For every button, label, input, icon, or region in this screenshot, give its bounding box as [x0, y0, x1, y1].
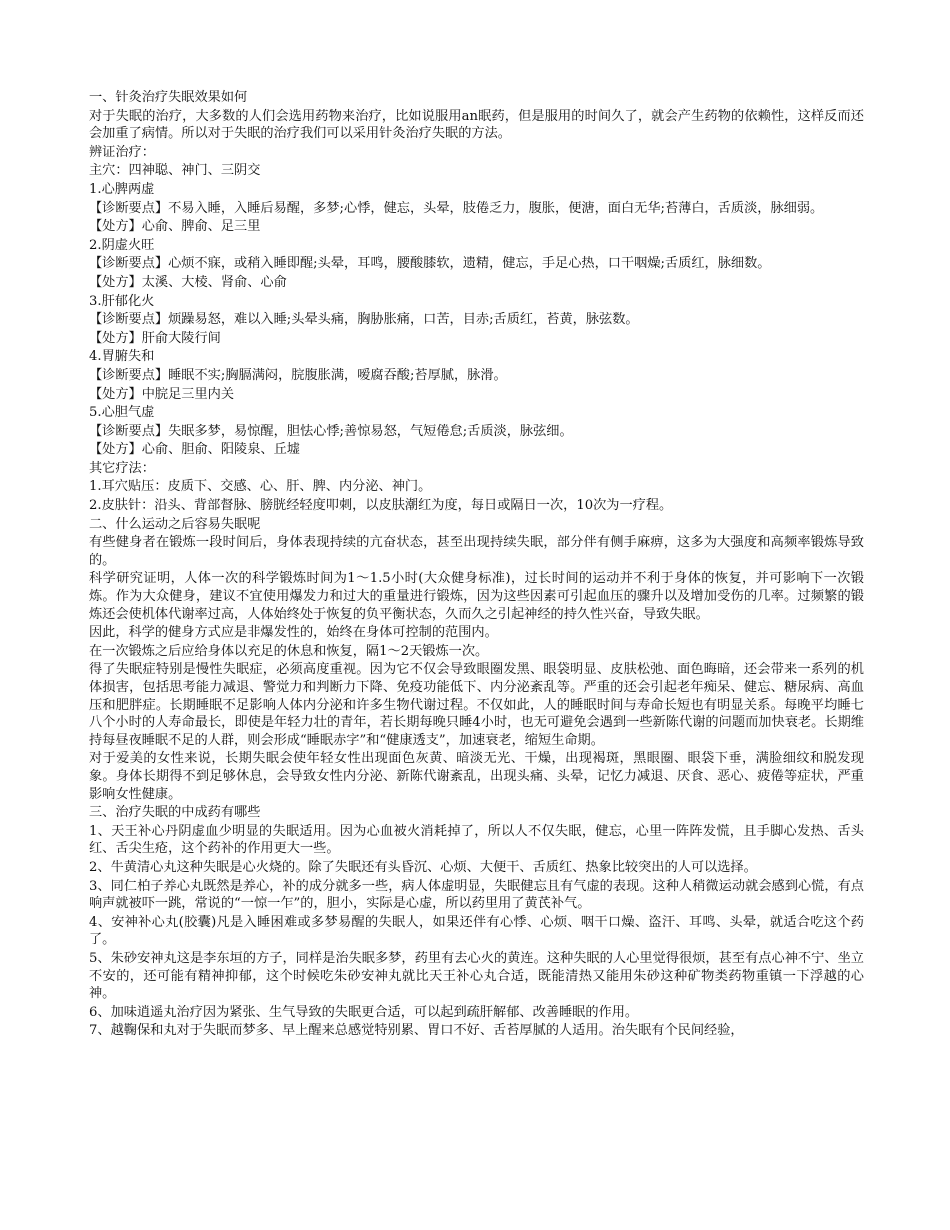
paragraph: 6、加味逍遥丸治疗因为紧张、生气导致的失眠更合适，可以起到疏肝解郁、改善睡眠的作用。 [89, 1004, 639, 1020]
paragraph: 3、同仁柏子养心丸既然是养心，补的成分就多一些，病人体虚明显，失眠健忘且有气虚的表现。这种人稍微运动就会感到心慌，有点响声就被吓一跳，常说的“一惊一乍”的，胆小，实际是心虚，所以药里用了黄芪补气。 [89, 878, 864, 912]
paragraph: 【处方】心俞、脾俞、足三里 [89, 219, 261, 235]
paragraph: 有些健身者在锻炼一段时间后，身体表现持续的亢奋状态，甚至出现持续失眠，部分伴有侧手麻痹，这多为大强度和高频率锻炼导致的。 [89, 535, 864, 568]
paragraph: 【诊断要点】心烦不寐，或稍入睡即醒;头晕，耳鸣，腰酸膝软，遗精，健忘，手足心热，口干咽燥;舌质红，脉细数。 [89, 256, 771, 272]
paragraph: 【处方】肝俞大陵行间 [89, 330, 221, 346]
paragraph: 辨证治疗： [89, 144, 155, 160]
paragraph: 5.心胆气虚 [89, 405, 155, 421]
paragraph: 【处方】中脘足三里内关 [89, 386, 235, 402]
paragraph: 2、牛黄清心丸这种失眠是心火烧的。除了失眠还有头昏沉、心烦、大便干、舌质红、热象比较突出的人可以选择。 [89, 859, 757, 875]
paragraph: 【诊断要点】烦躁易怒，难以入睡;头晕头痛，胸胁胀痛，口苦，目赤;舌质红，苔黄，脉弦数。 [89, 312, 639, 328]
paragraph: 2.皮肤针：沿头、背部督脉、膀胱经轻度叩刺，以皮肤潮红为度，每日或隔日一次，10次为一疗程。 [89, 498, 673, 514]
paragraph: 对于爱美的女性来说，长期失眠会使年轻女性出现面色灰黄、暗淡无光、干燥，出现褐斑，黑眼圈、眼袋下垂，满脸细纹和脱发现象。身体长期得不到足够休息，会导致女性内分泌、新陈代谢紊乱，出现头痛、头晕，记忆力减退、厌食、恶心、疲倦等症状，严重影响女性健康。 [89, 751, 864, 802]
paragraph: 5、朱砂安神丸这是李东垣的方子，同样是治失眠多梦，药里有去心火的黄连。这种失眠的人心里觉得很烦，甚至有点心神不宁、坐立不安的，还可能有精神抑郁，这个时候吃朱砂安神丸就比天王补心丸合适，既能清热又能用朱砂这种矿物类药物重镇一下浮越的心神。 [89, 950, 864, 1002]
document-body [89, 89, 864, 1041]
paragraph: 对于失眠的治疗，大多数的人们会选用药物来治疗，比如说服用an眠药，但是服用的时间久了，就会产生药物的依赖性，这样反而还会加重了病情。所以对于失眠的治疗我们可以采用针灸治疗失眠的方法。 [89, 108, 864, 142]
paragraph: 4.胃腑失和 [89, 349, 155, 365]
paragraph: 3.肝郁化火 [89, 293, 155, 309]
paragraph: 主穴：四神聪、神门、三阴交 [89, 163, 261, 179]
paragraph: 7、越鞠保和丸对于失眠而梦多、早上醒来总感觉特别累、胃口不好、舌苔厚腻的人适用。治失眠有个民间经验， [89, 1023, 744, 1039]
paragraph: 【处方】太溪、大棱、肾俞、心俞 [89, 274, 287, 290]
paragraph: 2.阴虚火旺 [89, 237, 155, 253]
paragraph: 三、治疗失眠的中成药有哪些 [89, 805, 261, 821]
paragraph: 1.耳穴贴压：皮质下、交感、心、肝、脾、内分泌、神门。 [89, 479, 432, 495]
paragraph: 1、天王补心丹阴虚血少明显的失眠适用。因为心血被火消耗掉了，所以人不仅失眠，健忘，心里一阵阵发慌，且手脚心发热、舌头红、舌尖生疮，这个药补的作用更大一些。 [89, 823, 864, 857]
paragraph: 【诊断要点】不易入睡，入睡后易醒，多梦;心悸，健忘，头晕，肢倦乏力，腹胀，便溏，面白无华;苔薄白，舌质淡，脉细弱。 [89, 200, 824, 216]
paragraph: 一、针灸治疗失眠效果如何 [89, 90, 248, 105]
paragraph: 科学研究证明，人体一次的科学锻炼时间为1～1.5小时(大众健身标准)，过长时间的运动并不利于身体的恢复，并可影响下一次锻炼。作为大众健身，建议不宜使用爆发力和过大的重量进行锻炼，因为这些因素可引起血压的骤升以及增加受伤的几率。过频繁的锻炼还会使机体代谢率过高，人体始终处于恢复的负平衡状态，久而久之引起神经的持久性兴奋，导致失眠。 [89, 571, 864, 622]
paragraph: 【诊断要点】失眠多梦，易惊醒，胆怯心悸;善惊易怒，气短倦怠;舌质淡，脉弦细。 [89, 423, 573, 439]
paragraph: 因此，科学的健身方式应是非爆发性的，始终在身体可控制的范围内。 [89, 625, 498, 641]
paragraph: 【处方】心俞、胆俞、阳陵泉、丘墟 [89, 442, 300, 458]
paragraph: 在一次锻炼之后应给身体以充足的休息和恢复，隔1～2天锻炼一次。 [89, 643, 489, 659]
paragraph: 二、什么运动之后容易失眠呢 [89, 516, 261, 532]
paragraph: 其它疗法： [89, 460, 155, 476]
paragraph: 【诊断要点】睡眠不实;胸膈满闷，脘腹胀满，嗳腐吞酸;苔厚腻，脉滑。 [89, 367, 507, 383]
paragraph: 1.心脾两虚 [89, 181, 155, 197]
paragraph: 得了失眠症特别是慢性失眠症，必须高度重视。因为它不仅会导致眼圈发黑、眼袋明显、皮肤松弛、面色晦暗，还会带来一系列的机体损害，包括思考能力减退、警觉力和判断力下降、免疫功能低下、内分泌紊乱等。严重的还会引起老年痴呆、健忘、糖尿病、高血压和肥胖症。长期睡眠不足影响人体内分泌和许多生物代谢过程。不仅如此，人的睡眠时间与寿命长短也有明显关系。每晚平均睡七八个小时的人寿命最长，即使是年轻力壮的青年，若长期每晚只睡4小时，也无可避免会遇到一些新陈代谢的问题而加快衰老。长期维持每昼夜睡眠不足的人群，则会形成“睡眠赤字”和“健康透支”，加速衰老，缩短生命期。 [89, 662, 864, 748]
paragraph: 4、安神补心丸(胶囊)凡是入睡困难或多梦易醒的失眠人，如果还伴有心悸、心烦、咽干口燥、盗汗、耳鸣、头晕，就适合吃这个药了。 [89, 914, 864, 948]
